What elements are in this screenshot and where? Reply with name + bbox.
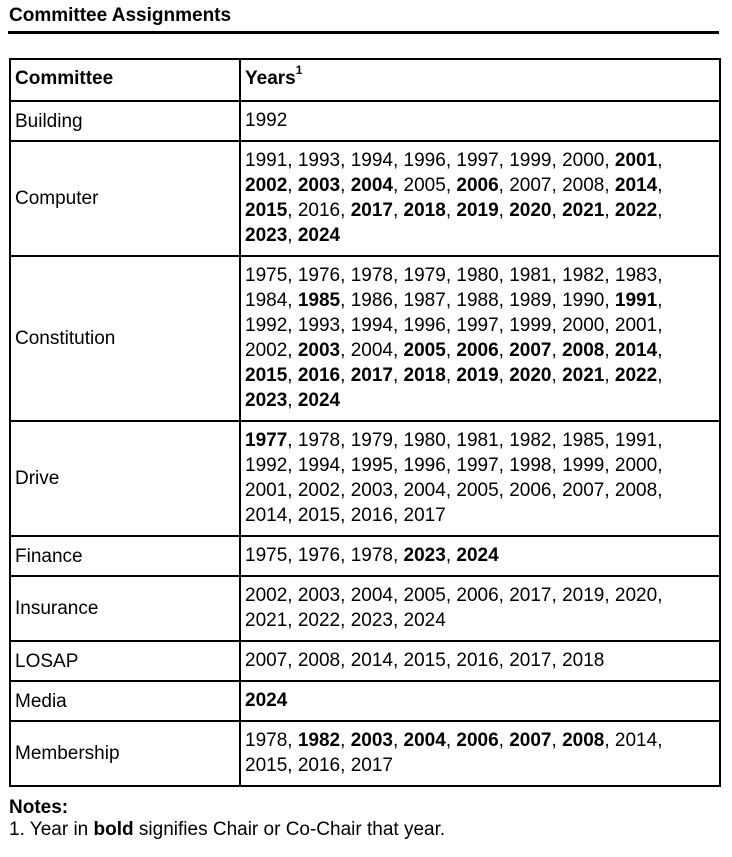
footnote-mark: 1: [295, 62, 303, 77]
member-year: 1999: [562, 455, 605, 476]
chair-year: 2002: [245, 175, 288, 196]
committee-name-cell: Insurance: [10, 576, 240, 641]
years-cell: 1975, 1976, 1978, 2023, 2024: [240, 536, 720, 576]
member-year: 1999: [509, 150, 552, 171]
member-year: 2001: [245, 480, 288, 501]
chair-year: 2004: [403, 730, 446, 751]
member-year: 1978: [297, 430, 341, 451]
member-year: 2016: [350, 505, 393, 526]
member-year: 2008: [297, 650, 341, 671]
member-year: 1995: [350, 455, 393, 476]
member-year: 2015: [297, 505, 341, 526]
note-item: [9, 819, 445, 841]
committee-name-cell: Finance: [10, 536, 240, 576]
member-year: 1991: [614, 430, 658, 451]
chair-year: 2004: [350, 175, 393, 196]
member-year: 1993: [297, 315, 341, 336]
chair-year: 2015: [245, 365, 288, 386]
chair-year: 2005: [403, 340, 446, 361]
member-year: 2008: [614, 480, 658, 501]
member-year: 1993: [297, 150, 341, 171]
member-year: 1997: [456, 150, 499, 171]
chair-year: 2022: [614, 200, 658, 221]
table-row: [10, 101, 720, 141]
table-row: [10, 721, 720, 786]
member-year: 1982: [562, 265, 605, 286]
committee-assignments-table: [9, 58, 721, 787]
chair-year: 2017: [350, 365, 393, 386]
member-year: 1996: [403, 315, 446, 336]
member-year: 1983: [614, 265, 658, 286]
member-year: 2000: [614, 455, 658, 476]
member-year: 2004: [350, 340, 393, 361]
member-year: 1984: [245, 290, 288, 311]
table-row: [10, 421, 720, 536]
member-year: 2005: [403, 175, 446, 196]
member-year: 1979: [350, 430, 393, 451]
member-year: 2002: [245, 585, 288, 606]
table-row: [10, 641, 720, 681]
committee-name-cell: LOSAP: [10, 641, 240, 681]
table-row: [10, 576, 720, 641]
chair-year: 2003: [297, 175, 341, 196]
years-column-header: [240, 59, 720, 101]
member-year: 2007: [509, 175, 552, 196]
member-year: 1980: [403, 430, 446, 451]
chair-year: 2022: [614, 365, 658, 386]
member-year: 2022: [297, 610, 341, 631]
member-year: 2017: [350, 755, 393, 776]
member-year: 1996: [403, 455, 446, 476]
member-year: 1992: [245, 315, 288, 336]
member-year: 2016: [456, 650, 499, 671]
years-cell: [240, 681, 720, 721]
chair-year: 2020: [509, 200, 552, 221]
table-body: [10, 101, 720, 786]
chair-year: 2023: [245, 225, 288, 246]
member-year: 1981: [456, 430, 499, 451]
member-year: 1992: [245, 110, 288, 131]
years-cell: 1991, 1993, 1994, 1996, 1997, 1999, 2000, 2001, 2002, 2003, 2004, 2005, 2006, 2007, 2008, 2014, 2015, 2016, 2017, 2018, 2019, 2020, 2021, 2022, 2023, 2024: [240, 141, 720, 256]
member-year: 1975: [245, 545, 288, 566]
member-year: 1996: [403, 150, 446, 171]
chair-year: 2016: [297, 365, 341, 386]
member-year: 1986: [350, 290, 393, 311]
chair-year: 1991: [614, 290, 658, 311]
chair-year: 2020: [509, 365, 552, 386]
member-year: 2008: [562, 175, 605, 196]
chair-year: 1977: [245, 430, 288, 451]
chair-year: 2017: [350, 200, 393, 221]
member-year: 2021: [245, 610, 288, 631]
years-cell: 2002, 2003, 2004, 2005, 2006, 2017, 2019, 2020, 2021, 2022, 2023, 2024: [240, 576, 720, 641]
member-year: 1994: [297, 455, 341, 476]
years-header-label: Years: [245, 68, 296, 89]
years-cell: [240, 101, 720, 141]
years-cell: 2007, 2008, 2014, 2015, 2016, 2017, 2018: [240, 641, 720, 681]
committee-name-cell: Media: [10, 681, 240, 721]
chair-year: 2015: [245, 200, 288, 221]
member-year: 2015: [245, 755, 288, 776]
note-bold-word: bold: [93, 819, 134, 840]
member-year: 2006: [456, 585, 499, 606]
chair-year: 2006: [456, 340, 499, 361]
member-year: 2017: [509, 650, 552, 671]
chair-year: 2007: [509, 340, 552, 361]
chair-year: 2014: [614, 175, 658, 196]
member-year: 2016: [297, 755, 341, 776]
table-row: [10, 141, 720, 256]
title-divider: [8, 31, 719, 34]
member-year: 1997: [456, 455, 499, 476]
table-row: [10, 256, 720, 421]
notes-title: Notes:: [9, 797, 69, 818]
page-title: Committee Assignments: [9, 5, 232, 26]
chair-year: 2023: [403, 545, 446, 566]
note-suffix: signifies Chair or Co-Chair that year.: [133, 819, 446, 840]
committee-name-cell: Constitution: [10, 256, 240, 421]
member-year: 1998: [509, 455, 552, 476]
years-cell: 1978, 1982, 2003, 2004, 2006, 2007, 2008, 2014, 2015, 2016, 2017: [240, 721, 720, 786]
member-year: 2017: [509, 585, 552, 606]
committee-name-cell: Membership: [10, 721, 240, 786]
member-year: 2003: [350, 480, 393, 501]
member-year: 2014: [350, 650, 393, 671]
member-year: 1978: [350, 265, 393, 286]
member-year: 1976: [297, 265, 341, 286]
chair-year: 2021: [562, 365, 605, 386]
notes-section: [9, 797, 445, 841]
committee-name-cell: Drive: [10, 421, 240, 536]
chair-year: 2003: [350, 730, 393, 751]
member-year: 2004: [350, 585, 393, 606]
member-year: 1980: [456, 265, 499, 286]
member-year: 1981: [509, 265, 552, 286]
member-year: 2014: [245, 505, 288, 526]
member-year: 2006: [509, 480, 552, 501]
years-cell: 1977, 1978, 1979, 1980, 1981, 1982, 1985, 1991, 1992, 1994, 1995, 1996, 1997, 1998, 1999, 2000, 2001, 2002, 2003, 2004, 2005, 2006, 2007, 2008, 2014, 2015, 2016, 2017: [240, 421, 720, 536]
member-year: 2001: [614, 315, 658, 336]
chair-year: 2003: [297, 340, 341, 361]
member-year: 2004: [403, 480, 446, 501]
table-row: [10, 681, 720, 721]
committee-name-cell: Computer: [10, 141, 240, 256]
member-year: 2003: [297, 585, 341, 606]
chair-year: 2018: [403, 365, 446, 386]
chair-year: 2021: [562, 200, 605, 221]
chair-year: 2018: [403, 200, 446, 221]
chair-year: 2024: [297, 390, 341, 411]
table-row: [10, 536, 720, 576]
chair-year: 2008: [562, 730, 605, 751]
member-year: 2005: [456, 480, 499, 501]
chair-year: 2024: [456, 545, 499, 566]
member-year: 1989: [509, 290, 552, 311]
member-year: 1999: [509, 315, 552, 336]
chair-year: 1985: [297, 290, 341, 311]
note-prefix: 1. Year in: [9, 819, 94, 840]
member-year: 1978: [350, 545, 393, 566]
chair-year: 2014: [614, 340, 658, 361]
member-year: 1990: [562, 290, 605, 311]
member-year: 2019: [562, 585, 605, 606]
member-year: 2007: [562, 480, 605, 501]
member-year: 2002: [245, 340, 288, 361]
member-year: 1982: [509, 430, 552, 451]
member-year: 1994: [350, 315, 393, 336]
chair-year: 1982: [297, 730, 341, 751]
member-year: 1992: [245, 455, 288, 476]
member-year: 1987: [403, 290, 446, 311]
committee-column-header: Committee: [10, 59, 240, 101]
member-year: 2005: [403, 585, 446, 606]
member-year: 1997: [456, 315, 499, 336]
committee-name-cell: Building: [10, 101, 240, 141]
chair-year: 2024: [297, 225, 341, 246]
years-cell: 1975, 1976, 1978, 1979, 1980, 1981, 1982, 1983, 1984, 1985, 1986, 1987, 1988, 1989, 1990, 1991, 1992, 1993, 1994, 1996, 1997, 1999, 2000, 2001, 2002, 2003, 2004, 2005, 2006, 2007, 2008, 2014, 2015, 2016, 2017, 2018, 2019, 2020, 2021, 2022, 2023, 2024: [240, 256, 720, 421]
member-year: 2020: [614, 585, 658, 606]
member-year: 1988: [456, 290, 499, 311]
member-year: 2018: [562, 650, 605, 671]
member-year: 2023: [350, 610, 393, 631]
member-year: 1991: [245, 150, 288, 171]
member-year: 2015: [403, 650, 446, 671]
member-year: 2017: [403, 505, 446, 526]
member-year: 2016: [297, 200, 341, 221]
member-year: 2014: [614, 730, 658, 751]
member-year: 2002: [297, 480, 341, 501]
member-year: 2007: [245, 650, 288, 671]
member-year: 1975: [245, 265, 288, 286]
chair-year: 2019: [456, 365, 499, 386]
chair-year: 2008: [562, 340, 605, 361]
chair-year: 2007: [509, 730, 552, 751]
member-year: 1976: [297, 545, 341, 566]
chair-year: 2006: [456, 175, 499, 196]
member-year: 1994: [350, 150, 393, 171]
chair-year: 2024: [245, 690, 288, 711]
table-header-row: [10, 59, 720, 101]
chair-year: 2023: [245, 390, 288, 411]
member-year: 2000: [562, 315, 605, 336]
member-year: 1978: [245, 730, 288, 751]
member-year: 2000: [562, 150, 605, 171]
chair-year: 2006: [456, 730, 499, 751]
member-year: 1985: [562, 430, 605, 451]
member-year: 2024: [403, 610, 446, 631]
chair-year: 2001: [614, 150, 658, 171]
member-year: 1979: [403, 265, 446, 286]
chair-year: 2019: [456, 200, 499, 221]
